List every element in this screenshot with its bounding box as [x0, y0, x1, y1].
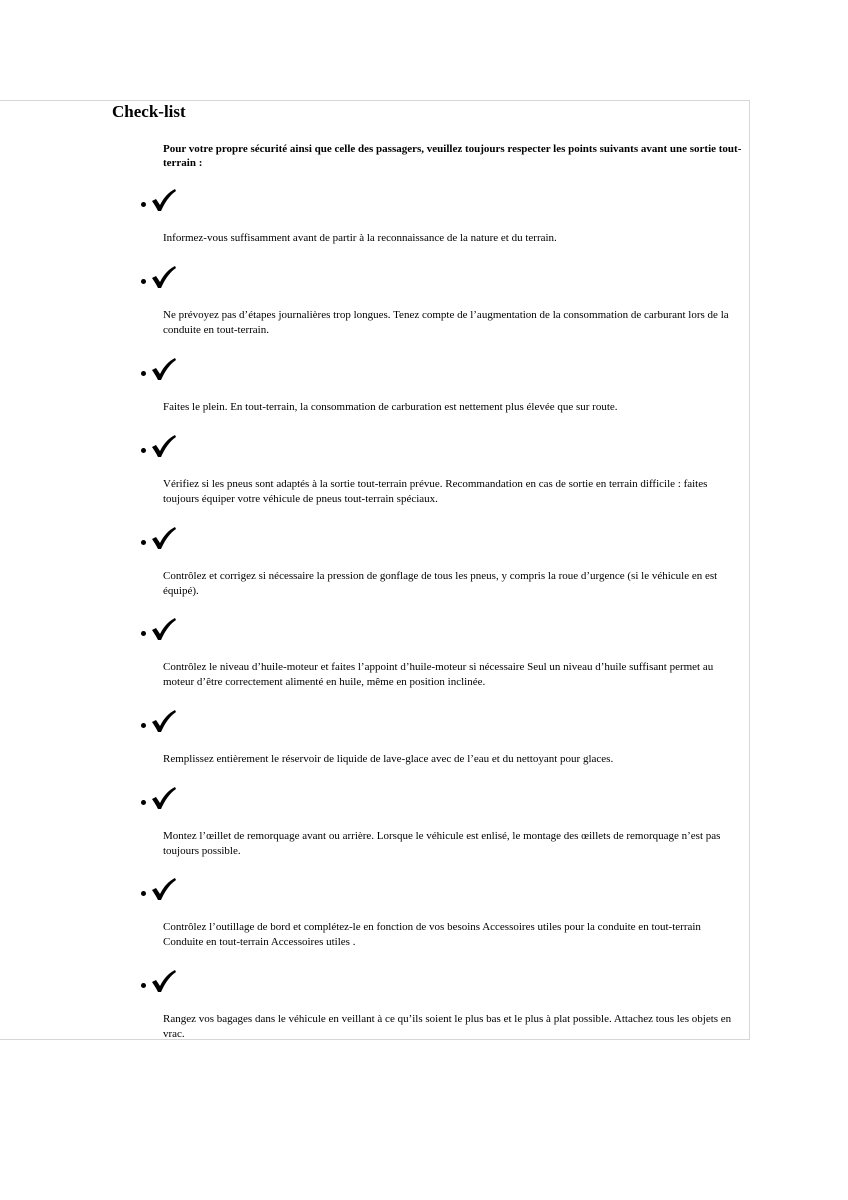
bullet-dot — [141, 202, 146, 207]
bullet-dot — [141, 371, 146, 376]
intro-text: Pour votre propre sécurité ainsi que celle des passagers, veuillez toujours respecter les points suivants avant une sortie tout-terrain : — [163, 143, 742, 169]
checklist-item-text: Contrôlez le niveau d’huile-moteur et faites l’appoint d’huile-moteur si nécessaire Seul un niveau d’huile suffisant permet au moteur d’être correctement alimenté en huile, même en position inclinée. — [163, 661, 714, 688]
bullet-dot — [141, 448, 146, 453]
checklist-item-text: Contrôlez et corrigez si nécessaire la pression de gonflage de tous les pneus, y compris la roue d’urgence (si le véhicule en est équipé). — [163, 570, 718, 597]
check-icon — [150, 357, 180, 381]
bullet-dot — [141, 631, 146, 636]
check-icon — [150, 709, 180, 733]
checklist-item-text: Faites le plein. En tout-terrain, la consommation de carburation est nettement plus élevée que sur route. — [163, 401, 618, 413]
check-icon — [150, 434, 180, 458]
page-title: Check-list — [112, 102, 186, 121]
check-icon — [150, 526, 180, 550]
bullet-dot — [141, 279, 146, 284]
checklist-item-text: Vérifiez si les pneus sont adaptés à la sortie tout-terrain prévue. Recommandation en cas de sortie en terrain difficile : faites toujours équiper votre véhicule de pneus tout-terrain spéciaux. — [163, 478, 708, 505]
bullet-dot — [141, 723, 146, 728]
check-icon — [150, 786, 180, 810]
check-icon — [150, 617, 180, 641]
check-icon — [150, 969, 180, 993]
bullet-dot — [141, 983, 146, 988]
check-icon — [150, 877, 180, 901]
check-icon — [150, 188, 180, 212]
bullet-dot — [141, 800, 146, 805]
check-icon — [150, 265, 180, 289]
checklist-item-text: Remplissez entièrement le réservoir de liquide de lave-glace avec de l’eau et du nettoyant pour glaces. — [163, 753, 614, 765]
bullet-dot — [141, 540, 146, 545]
checklist-item-text: Ne prévoyez pas d’étapes journalières trop longues. Tenez compte de l’augmentation de la consommation de carburant lors de la conduite en tout-terrain. — [163, 309, 729, 336]
checklist-item-text: Montez l’œillet de remorquage avant ou arrière. Lorsque le véhicule est enlisé, le montage des œillets de remorquage n’est pas toujours possible. — [163, 830, 721, 857]
checklist-item-text: Informez-vous suffisamment avant de partir à la reconnaissance de la nature et du terrain. — [163, 232, 557, 244]
checklist-item-text: Contrôlez l’outillage de bord et complétez-le en fonction de vos besoins Accessoires utiles pour la conduite en tout-terrain Conduite en tout-terrain Accessoires utiles . — [163, 921, 701, 948]
bullet-dot — [141, 891, 146, 896]
checklist-item-text: Rangez vos bagages dans le véhicule en veillant à ce qu’ils soient le plus bas et le plus à plat possible. Attachez tous les objets en vrac. — [163, 1013, 732, 1040]
